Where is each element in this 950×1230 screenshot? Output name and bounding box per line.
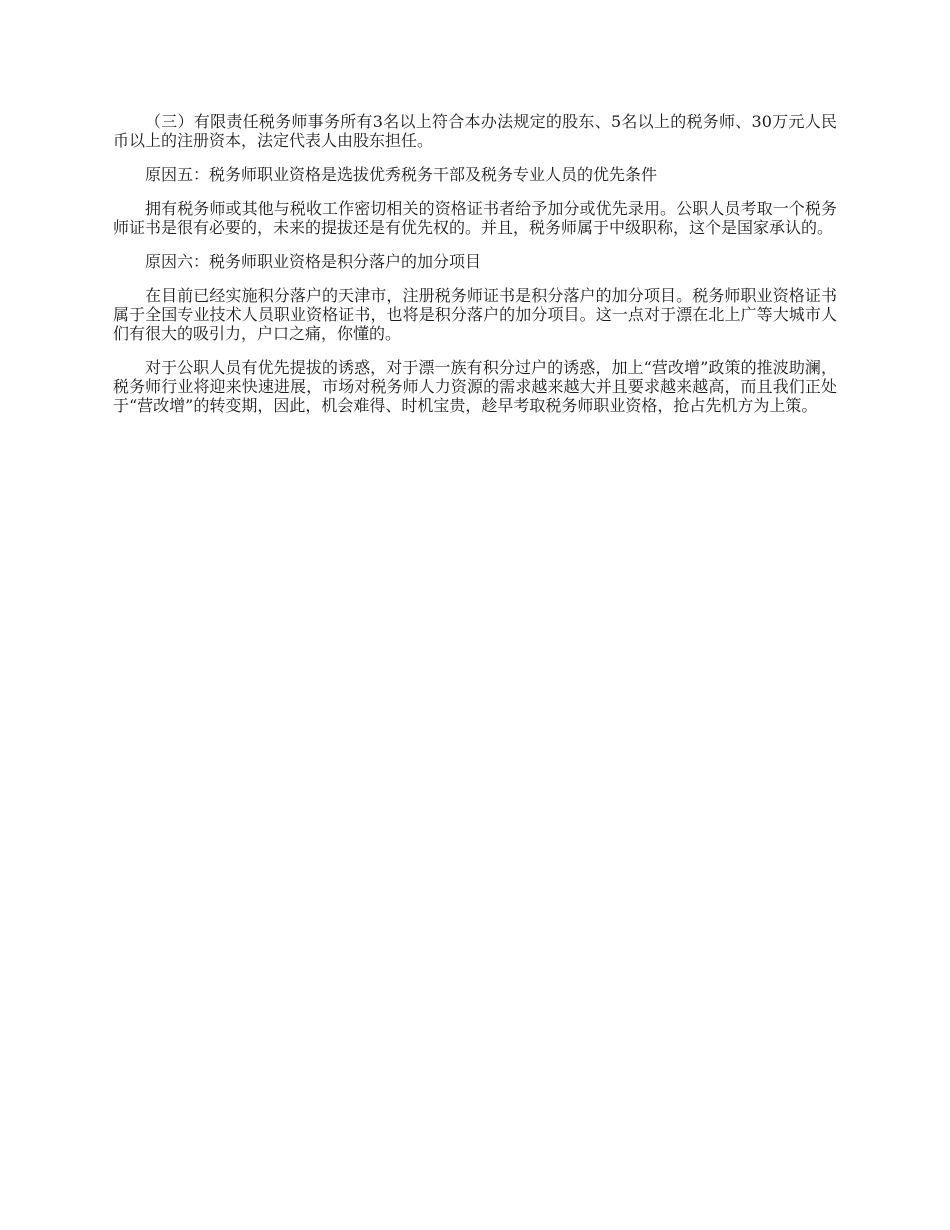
paragraph-reason-five: 拥有税务师或其他与税收工作密切相关的资格证书者给予加分或优先录用。公职人员考取一个税务师证书是很有必要的，未来的提拔还是有优先权的。并且，税务师属于中级职称，这个是国家承认的。 <box>113 199 837 237</box>
document-body <box>113 112 837 430</box>
heading-reason-six: 原因六：税务师职业资格是积分落户的加分项目 <box>145 252 482 271</box>
paragraph-conclusion: 对于公职人员有优先提拔的诱惑，对于漂一族有积分过户的诱惑，加上“营改增”政策的推波助澜，税务师行业将迎来快速进展，市场对税务师人力资源的需求越来越大并且要求越来越高，而且我们正处于“营改增”的转变期，因此，机会难得、时机宝贵，趁早考取税务师职业资格，抢占先机方为上策。 <box>113 358 837 415</box>
paragraph-reason-six: 在目前已经实施积分落户的天津市，注册税务师证书是积分落户的加分项目。税务师职业资格证书属于全国专业技术人员职业资格证书，也将是积分落户的加分项目。这一点对于漂在北上广等大城市人们有很大的吸引力，户口之痛，你懂的。 <box>113 286 837 343</box>
heading-reason-five: 原因五：税务师职业资格是选拔优秀税务干部及税务专业人员的优先条件 <box>145 165 658 184</box>
paragraph-shareholder-requirement: （三）有限责任税务师事务所有3名以上符合本办法规定的股东、5名以上的税务师、30万元人民币以上的注册资本，法定代表人由股东担任。 <box>113 112 837 150</box>
